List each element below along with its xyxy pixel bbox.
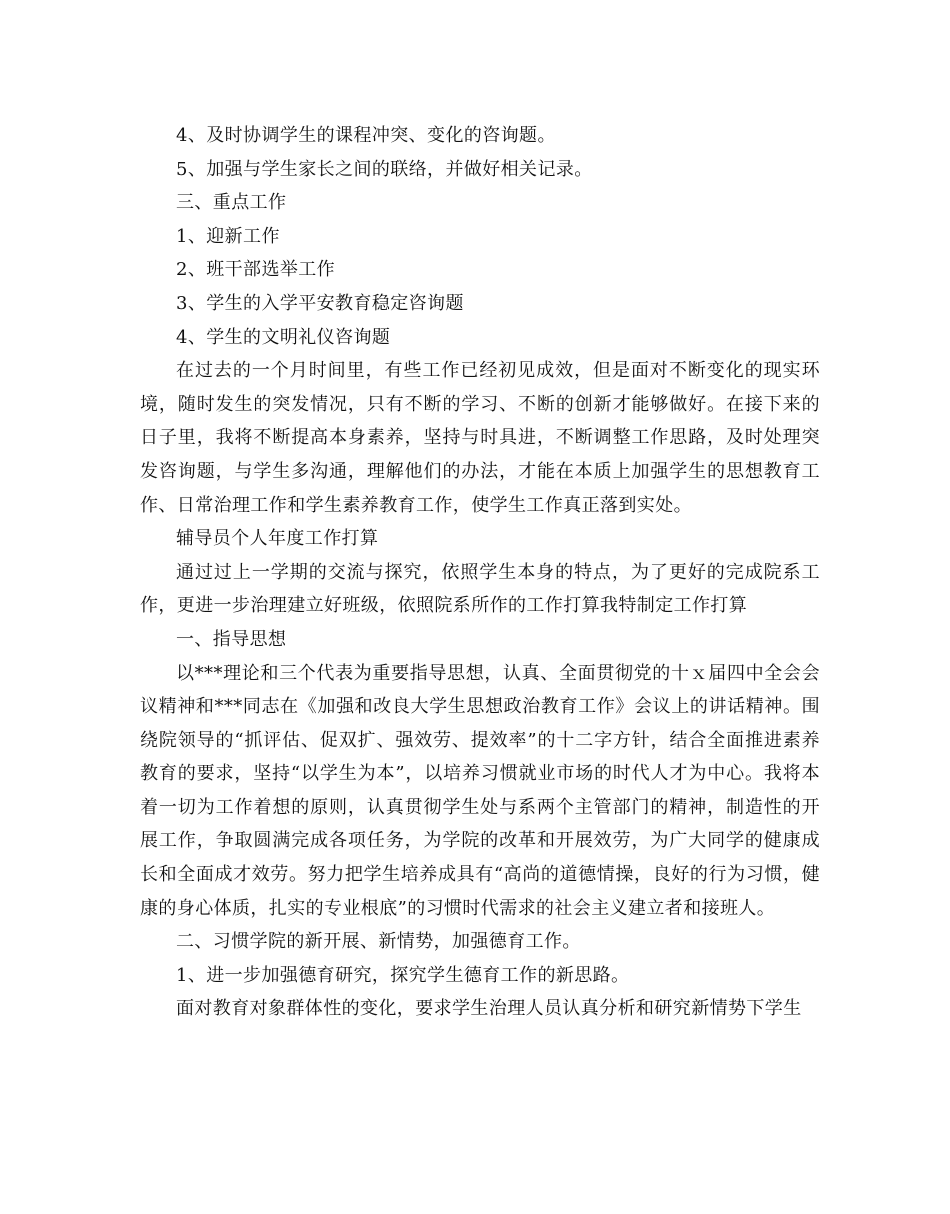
paragraph: 2、班干部选举工作	[176, 259, 336, 281]
paragraph: 在过去的一个月时间里，有些工作已经初见成效，但是面对不断变化的现实环境，随时发生的突发情况，只有不断的学习、不断的创新才能够做好。在接下来的日子里，我将不断提高本身素养，坚持与时具进，不断调整工作思路，及时处理突发咨询题，与学生多沟通，理解他们的办法，才能在本质上加强学生的思想教育工作、日常治理工作和学生素养教育工作，使学生工作真正落到实处。	[140, 360, 820, 516]
paragraph: 4、学生的文明礼仪咨询题	[176, 326, 391, 348]
document-body	[140, 119, 820, 1026]
paragraph: 4、及时协调学生的课程冲突、变化的咨询题。	[176, 125, 556, 146]
paragraph: 1、进一步加强德育研究，探究学生德育工作的新思路。	[176, 964, 630, 986]
paragraph: 3、学生的入学平安教育稳定咨询题	[176, 292, 464, 314]
paragraph: 通过过上一学期的交流与探究，依照学生本身的特点，为了更好的完成院系工作，更进一步治理建立好班级，依照院系所作的工作打算我特制定工作打算	[140, 561, 820, 617]
paragraph: 面对教育对象群体性的变化，要求学生治理人员认真分析和研究新情势下学生	[176, 998, 802, 1020]
section-heading: 一、指导思想	[176, 628, 287, 650]
paragraph: 以***理论和三个代表为重要指导思想，认真、全面贯彻党的十ｘ届四中全会会议精神和***同志在《加强和改良大学生思想政治教育工作》会议上的讲话精神。围绕院领导的“抓评估、促双扩、强效劳、提效率”的十二字方针，结合全面推进素养教育的要求，坚持“以学生为本”，以培养习惯就业市场的时代人才为中心。我将本着一切为工作着想的原则，认真贯彻学生处与系两个主管部门的精神，制造性的开展工作，争取圆满完成各项任务，为学院的改革和开展效劳，为广大同学的健康成长和全面成才效劳。努力把学生培养成具有“高尚的道德情操，良好的行为习惯，健康的身心体质，扎实的专业根底”的习惯时代需求的社会主义建立者和接班人。	[140, 662, 820, 919]
paragraph: 1、迎新工作	[176, 225, 280, 247]
section-heading: 二、习惯学院的新开展、新情势，加强德育工作。	[176, 931, 581, 953]
paragraph: 5、加强与学生家长之间的联络，并做好相关记录。	[176, 158, 593, 180]
section-heading: 三、重点工作	[176, 192, 287, 214]
document-title: 辅导员个人年度工作打算	[176, 528, 379, 550]
